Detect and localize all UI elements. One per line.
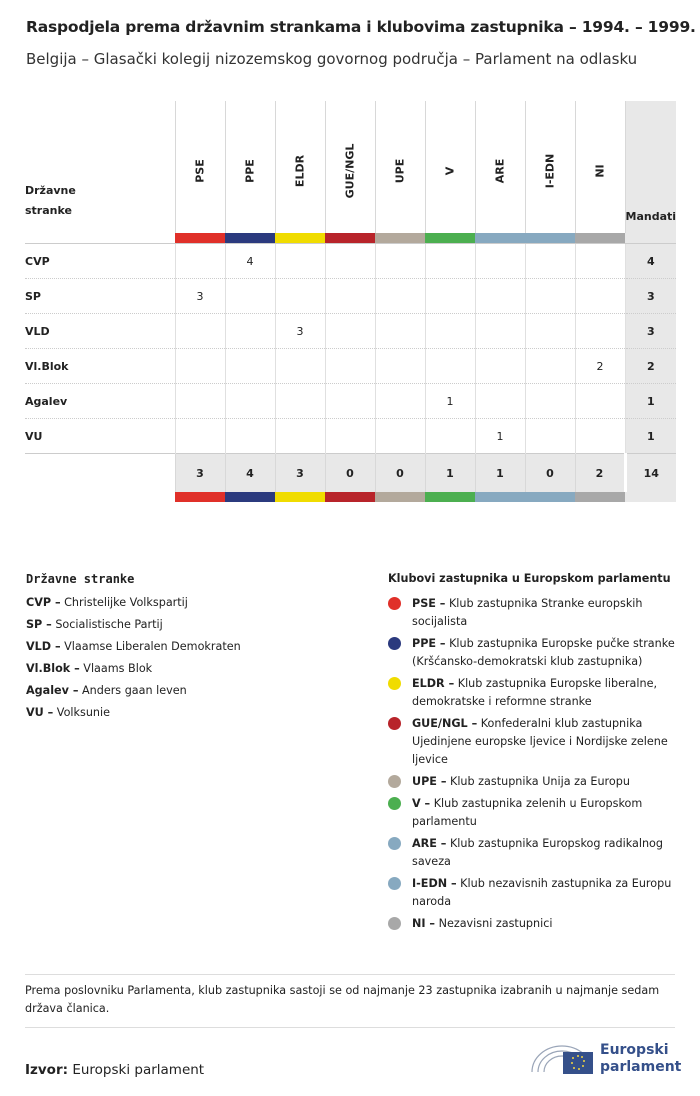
group-name: Nezavisni zastupnici [438, 917, 553, 930]
column-total: 3 [175, 454, 225, 493]
logo-line1: Europski [600, 1042, 669, 1058]
table-cell [275, 349, 325, 384]
table-cell [275, 279, 325, 314]
table-cell: 3 [275, 314, 325, 349]
group-color-bar [225, 492, 275, 502]
table-cell [475, 314, 525, 349]
column-total: 4 [225, 454, 275, 493]
group-header-label: I-EDN [543, 153, 557, 189]
group-color-bar [425, 233, 475, 244]
color-dot-icon [388, 917, 401, 930]
table-cell [225, 419, 275, 454]
column-total: 0 [525, 454, 575, 493]
source-value: Europski parlament [72, 1062, 205, 1078]
group-header-label: PPE [243, 159, 257, 183]
group-header-label: ARE [493, 158, 507, 184]
table-row [25, 384, 676, 419]
color-dot-icon [388, 775, 401, 788]
group-header-label: UPE [393, 158, 407, 184]
party-abbr: CVP – [26, 596, 61, 609]
group-color-bar [275, 492, 325, 502]
group-name: Klub zastupnika Europske liberalne, demokratske i reformne stranke [412, 677, 658, 708]
row-total: 1 [625, 384, 676, 419]
table-cell [175, 384, 225, 419]
table-cell [325, 244, 375, 279]
row-party-label: CVP [25, 244, 175, 279]
row-total: 2 [625, 349, 676, 384]
table-cell [475, 384, 525, 419]
group-name: Konfederalni klub zastupnika Ujedinjene europske ljevice i Nordijske zelene ljevice [412, 717, 668, 766]
group-legend-title: Klubovi zastupnika u Europskom parlamentu [388, 572, 671, 585]
group-name: Klub zastupnika zelenih u Europskom parlamentu [412, 797, 643, 828]
table-cell [525, 314, 575, 349]
bar-spacer [25, 492, 175, 502]
table-cell [375, 244, 425, 279]
table-cell [525, 419, 575, 454]
party-abbr: VLD – [26, 640, 61, 653]
group-header-ppe [225, 101, 275, 233]
group-color-bar [325, 492, 375, 502]
party-name: Volksunie [56, 706, 111, 719]
group-legend-item [388, 715, 678, 769]
row-party-label: Vl.Blok [25, 349, 175, 384]
table-cell [175, 349, 225, 384]
table-cell [575, 419, 625, 454]
group-legend-item [388, 915, 678, 933]
row-total: 3 [625, 279, 676, 314]
group-header-are [475, 101, 525, 233]
table-cell [325, 349, 375, 384]
group-header-eldr [275, 101, 325, 233]
table-cell [225, 384, 275, 419]
group-legend-item [388, 675, 678, 711]
table-cell [175, 244, 225, 279]
row-total: 3 [625, 314, 676, 349]
row-total: 4 [625, 244, 676, 279]
group-header-label: GUE/NGL [343, 143, 357, 199]
table-cell [275, 384, 325, 419]
group-abbr: GUE/NGL – [412, 717, 478, 730]
group-color-bar [375, 492, 425, 502]
table-cell [425, 349, 475, 384]
party-legend-item [26, 596, 241, 618]
group-abbr: PPE – [412, 637, 446, 650]
bar-spacer [625, 233, 676, 244]
group-abbr: PSE – [412, 597, 446, 610]
group-name: Klub zastupnika Stranke europskih socijalista [412, 597, 643, 628]
party-name: Vlaams Blok [83, 662, 153, 675]
table-cell [525, 384, 575, 419]
party-name: Socialistische Partij [55, 618, 163, 631]
table-cell [475, 279, 525, 314]
column-total: 0 [325, 454, 375, 493]
grand-total: 14 [625, 454, 676, 493]
logo-line2: parlament [600, 1059, 682, 1075]
group-color-bar [475, 492, 525, 502]
party-abbr: VU – [26, 706, 54, 719]
group-header-label: V [443, 166, 457, 176]
group-color-bar [325, 233, 375, 244]
color-dot-icon [388, 877, 401, 890]
logo-text [600, 1042, 681, 1076]
table-cell [325, 314, 375, 349]
divider [25, 974, 675, 975]
table-cell [525, 279, 575, 314]
table-row [25, 244, 676, 279]
color-dot-icon [388, 717, 401, 730]
group-abbr: I-EDN – [412, 877, 457, 890]
table-cell [425, 279, 475, 314]
party-legend-item [26, 662, 241, 684]
group-header-v [425, 101, 475, 233]
table-cell: 4 [225, 244, 275, 279]
table-cell [575, 384, 625, 419]
table-cell: 3 [175, 279, 225, 314]
row-party-label: Agalev [25, 384, 175, 419]
group-legend-item [388, 875, 678, 911]
party-abbr: Agalev – [26, 684, 79, 697]
color-dot-icon [388, 837, 401, 850]
party-legend-item [26, 618, 241, 640]
party-abbr: Vl.Blok – [26, 662, 80, 675]
source-label: Izvor: [25, 1062, 69, 1078]
distribution-table [25, 101, 676, 502]
row-total: 1 [625, 419, 676, 454]
table-cell [425, 419, 475, 454]
column-total: 1 [425, 454, 475, 493]
row-header-line2: stranke [25, 204, 72, 217]
table-row [25, 314, 676, 349]
group-name: Klub nezavisnih zastupnika za Europu naroda [412, 877, 672, 908]
row-header [25, 101, 175, 233]
group-color-bar [575, 233, 625, 244]
table-cell [525, 244, 575, 279]
table-cell [225, 314, 275, 349]
divider [25, 1027, 675, 1028]
column-total: 0 [375, 454, 425, 493]
group-header-i-edn [525, 101, 575, 233]
row-party-label: VLD [25, 314, 175, 349]
table-cell [325, 384, 375, 419]
group-color-bar [375, 233, 425, 244]
group-legend [388, 572, 678, 937]
table-cell [425, 314, 475, 349]
party-legend-title: Državne stranke [26, 572, 135, 586]
table-cell [375, 349, 425, 384]
color-dot-icon [388, 597, 401, 610]
column-total: 3 [275, 454, 325, 493]
page-title: Raspodjela prema državnim strankama i klubovima zastupnika – 1994. – 1999. [26, 18, 696, 36]
group-color-bar [175, 233, 225, 244]
group-color-bar [475, 233, 525, 244]
group-legend-item [388, 635, 678, 671]
party-legend [26, 572, 241, 728]
group-legend-item [388, 795, 678, 831]
column-total: 2 [575, 454, 625, 493]
party-name: Vlaamse Liberalen Demokraten [64, 640, 241, 653]
table-cell [475, 244, 525, 279]
column-total: 1 [475, 454, 525, 493]
table-cell [575, 244, 625, 279]
table-row [25, 279, 676, 314]
party-abbr: SP – [26, 618, 52, 631]
group-legend-item [388, 595, 678, 631]
group-color-bar [275, 233, 325, 244]
group-name: Klub zastupnika Unija za Europu [449, 775, 630, 788]
group-name: Klub zastupnika Europskog radikalnog saveza [412, 837, 664, 868]
group-name: Klub zastupnika Europske pučke stranke (Kršćansko-demokratski klub zastupnika) [412, 637, 675, 668]
table-cell [375, 279, 425, 314]
group-header-upe [375, 101, 425, 233]
totals-row [25, 454, 676, 493]
table-cell [275, 419, 325, 454]
table-cell [575, 279, 625, 314]
group-legend-item [388, 835, 678, 871]
table-cell [225, 349, 275, 384]
group-abbr: V – [412, 797, 431, 810]
party-name: Anders gaan leven [81, 684, 187, 697]
table-cell: 1 [425, 384, 475, 419]
group-color-bar [525, 492, 575, 502]
table-cell [375, 314, 425, 349]
table-cell [375, 384, 425, 419]
color-dot-icon [388, 797, 401, 810]
table-cell: 1 [475, 419, 525, 454]
page-subtitle: Belgija – Glasački kolegij nizozemskog govornog područja – Parlament na odlasku [26, 50, 638, 68]
group-header-ni [575, 101, 625, 233]
group-header-gue-ngl [325, 101, 375, 233]
bar-spacer [25, 233, 175, 244]
group-header-label: PSE [193, 159, 207, 183]
group-abbr: NI – [412, 917, 436, 930]
group-color-bar [175, 492, 225, 502]
table-row [25, 349, 676, 384]
group-abbr: UPE – [412, 775, 447, 788]
group-color-bar [225, 233, 275, 244]
table-cell [275, 244, 325, 279]
table-cell [425, 244, 475, 279]
totals-spacer [25, 454, 175, 493]
mandates-header: Mandati [625, 101, 676, 233]
color-dot-icon [388, 677, 401, 690]
table-cell [375, 419, 425, 454]
color-dot-icon [388, 637, 401, 650]
table-cell [575, 314, 625, 349]
party-legend-item [26, 706, 241, 728]
group-color-bar [575, 492, 625, 502]
table-cell [475, 349, 525, 384]
party-legend-item [26, 684, 241, 706]
table-row [25, 419, 676, 454]
row-header-line1: Državne [25, 184, 76, 197]
table-cell [175, 314, 225, 349]
group-legend-item [388, 773, 678, 791]
group-header-pse [175, 101, 225, 233]
row-party-label: VU [25, 419, 175, 454]
footnote: Prema poslovniku Parlamenta, klub zastupnika sastoji se od najmanje 23 zastupnika izabranih u najmanje sedam država članica. [25, 984, 660, 1015]
row-party-label: SP [25, 279, 175, 314]
source-line [25, 1062, 204, 1078]
group-header-label: ELDR [293, 154, 307, 188]
table-cell [325, 279, 375, 314]
ep-logo [528, 1038, 682, 1078]
group-abbr: ARE – [412, 837, 447, 850]
group-header-label: NI [593, 164, 607, 178]
hemicycle-icon [528, 1038, 600, 1078]
table-cell [325, 419, 375, 454]
group-abbr: ELDR – [412, 677, 455, 690]
table-cell [225, 279, 275, 314]
table-cell [175, 419, 225, 454]
party-legend-item [26, 640, 241, 662]
party-name: Christelijke Volkspartij [64, 596, 188, 609]
group-color-bar [425, 492, 475, 502]
group-color-bar [525, 233, 575, 244]
bar-spacer [625, 492, 676, 502]
table-cell: 2 [575, 349, 625, 384]
table-cell [525, 349, 575, 384]
